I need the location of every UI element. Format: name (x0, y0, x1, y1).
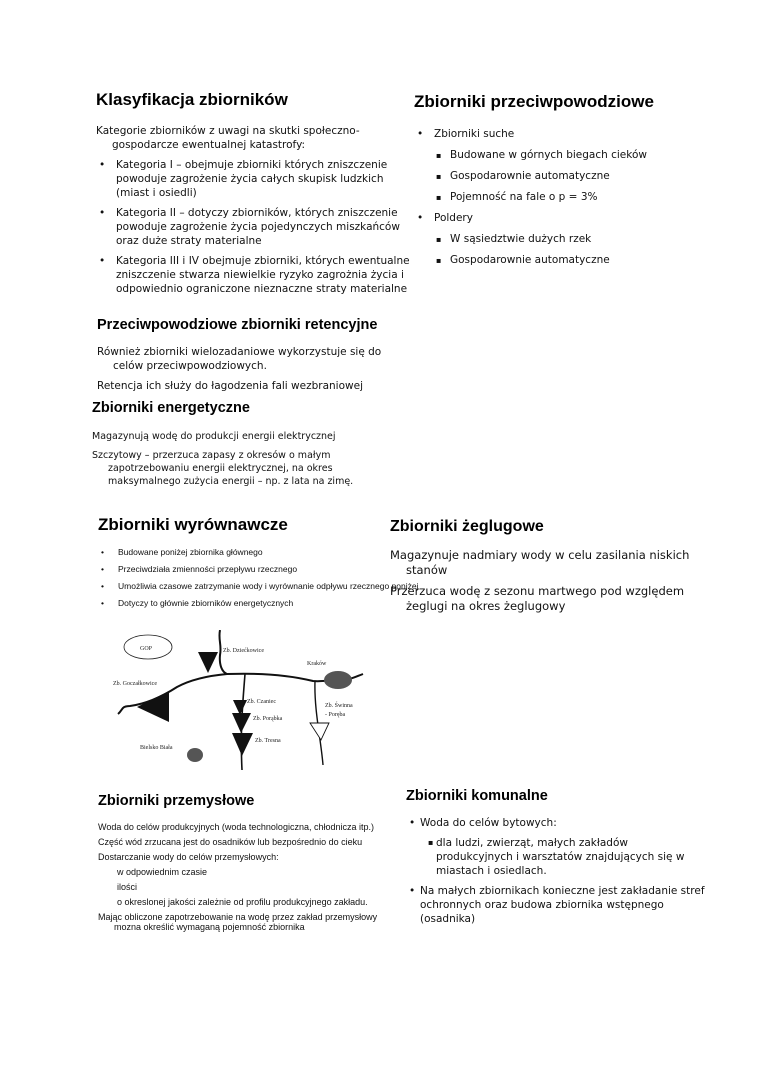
paragraph: Magazynują wodę do produkcji energii elektrycznej (92, 431, 336, 442)
section-zeglugowe (390, 518, 710, 614)
list-item: • Kategoria II – dotyczy zbiorników, których zniszczenie powoduje zagrożenie życia pojedynczych miszkańców oraz duże straty materialne (96, 206, 416, 248)
paragraph: Szczytowy – przerzuca zapasy z okresów o małym zapotrzebowaniu energii elektrycznej, na okres maksymalnego zużycia energii – np. z lata na zimę. (92, 450, 354, 487)
map-label: Zb. Dziećkowice (223, 648, 264, 654)
list-item: • Zbiorniki suche (414, 124, 694, 145)
list-item: • Kategoria III i IV obejmuje zbiorniki, których ewentualne zniszczenie stwarza niewielkie ryzyko zagrożnia życia i odpowiednio ograniczone nieznaczne straty materialne (96, 254, 416, 296)
list-item: ▪ dla ludzi, zwierząt, małych zakładów produkcyjnych i warsztatów znajdujących się w miastach i osiedlach. (406, 836, 706, 878)
section-title: Klasyfikacja zbiorników (96, 90, 288, 109)
map-label: Zb. Goczałkowice (113, 681, 157, 687)
section-energetyczne (92, 400, 392, 488)
list-item: • Woda do celów bytowych: (406, 816, 706, 830)
reservoir-triangle-icon (198, 652, 218, 673)
list-item: ▪ Budowane w górnych biegach cieków (414, 145, 694, 166)
map-label: Bielsko Biała (140, 745, 173, 751)
sub-item: w odpowiednim czasie (117, 867, 208, 877)
reservoir-triangle-icon (233, 700, 247, 715)
paragraph: Również zbiorniki wielozadaniowe wykorzystuje się do celów przeciwpowodziowych. (97, 346, 382, 372)
paragraph: Część wód zrzucana jest do osadników lub bezpośrednio do cieku (98, 837, 363, 847)
section-title: Zbiorniki komunalne (406, 788, 548, 804)
list-item: • Budowane poniżej zbiornika głównego (98, 547, 428, 558)
list-item: ▪ Gospodarownie automatyczne (414, 250, 694, 271)
section-title: Zbiorniki żeglugowe (390, 518, 544, 535)
section-title: Zbiorniki przeciwpowodziowe (414, 92, 654, 111)
reservoir-triangle-icon (137, 691, 169, 722)
paragraph: Dostarczanie wody do celów przemysłowych: (98, 852, 279, 862)
list-item: • Na małych zbiornikach konieczne jest zakładanie stref ochronnych oraz budowa zbiornika wstępnego (osadnika) (406, 884, 706, 926)
paragraph: Woda do celów produkcyjnych (woda technologiczna, chłodnicza itp.) (98, 822, 374, 832)
list-item: ▪ Pojemność na fale o p = 3% (414, 187, 694, 208)
map-label: Zb. Porąbka (253, 716, 283, 722)
section-title: Przeciwpowodziowe zbiorniki retencyjne (97, 317, 378, 333)
map-label: Zb. Tresna (255, 738, 281, 744)
list-item: ▪ W sąsiedztwie dużych rzek (414, 229, 694, 250)
map-label: Zb. Świnna (325, 703, 353, 709)
section-przeciwpowodziowe (414, 92, 694, 271)
section-title: Zbiorniki przemysłowe (98, 793, 255, 809)
section-komunalne (406, 788, 706, 926)
section-title: Zbiorniki energetyczne (92, 400, 250, 416)
intro-text: Kategorie zbiorników z uwagi na skutki społeczno-gospodarcze ewentualnej katastrofy: (96, 125, 360, 151)
sub-item: o okreslonej jakości zależnie od profilu produkcyjnego zakładu. (117, 897, 368, 907)
sub-item: ilości (117, 882, 138, 892)
bielsko-city (187, 748, 203, 762)
list-item: • Dotyczy to głównie zbiorników energetycznych (98, 598, 428, 609)
reservoir-open-triangle-icon (310, 723, 329, 740)
map-label: - Poręba (325, 712, 346, 718)
section-retencyjne (97, 317, 397, 393)
list-item: • Przeciwdziała zmienności przepływu rzecznego (98, 564, 428, 575)
reservoir-triangle-icon (232, 733, 253, 756)
section-przemyslowe (98, 793, 398, 932)
list-item: • Kategoria I – obejmuje zbiorniki których zniszczenie powoduje zagrożenie życia całych skupisk ludzkich (miast i osiedli) (96, 158, 416, 200)
paragraph: Mając obliczone zapotrzebowanie na wodę przez zakład przemysłowy mozna określić wymaganą pojemność zbiornika (98, 912, 378, 932)
reservoir-triangle-icon (232, 713, 251, 733)
section-klasyfikacja (96, 90, 416, 296)
paragraph: Retencja ich służy do łagodzenia fali wezbraniowej (97, 380, 363, 392)
krakow-city (324, 671, 352, 689)
paragraph: Magazynuje nadmiary wody w celu zasilania niskich stanów (390, 548, 690, 577)
reservoir-map (85, 630, 385, 770)
section-wyrownawcze (98, 515, 428, 609)
section-title: Zbiorniki wyrównawcze (98, 515, 288, 534)
map-label: Kraków (307, 661, 327, 667)
list-item: ▪ Gospodarownie automatyczne (414, 166, 694, 187)
paragraph: Przerzuca wodę z sezonu martwego pod względem żeglugi na okres żeglugowy (390, 584, 685, 613)
map-label: GOP (140, 646, 153, 652)
list-item: • Umożliwia czasowe zatrzymanie wody i wyrównanie odpływu rzecznego poniżej (98, 581, 428, 592)
list-item: • Poldery (414, 208, 694, 229)
map-label: Zb. Czaniec (247, 699, 276, 705)
